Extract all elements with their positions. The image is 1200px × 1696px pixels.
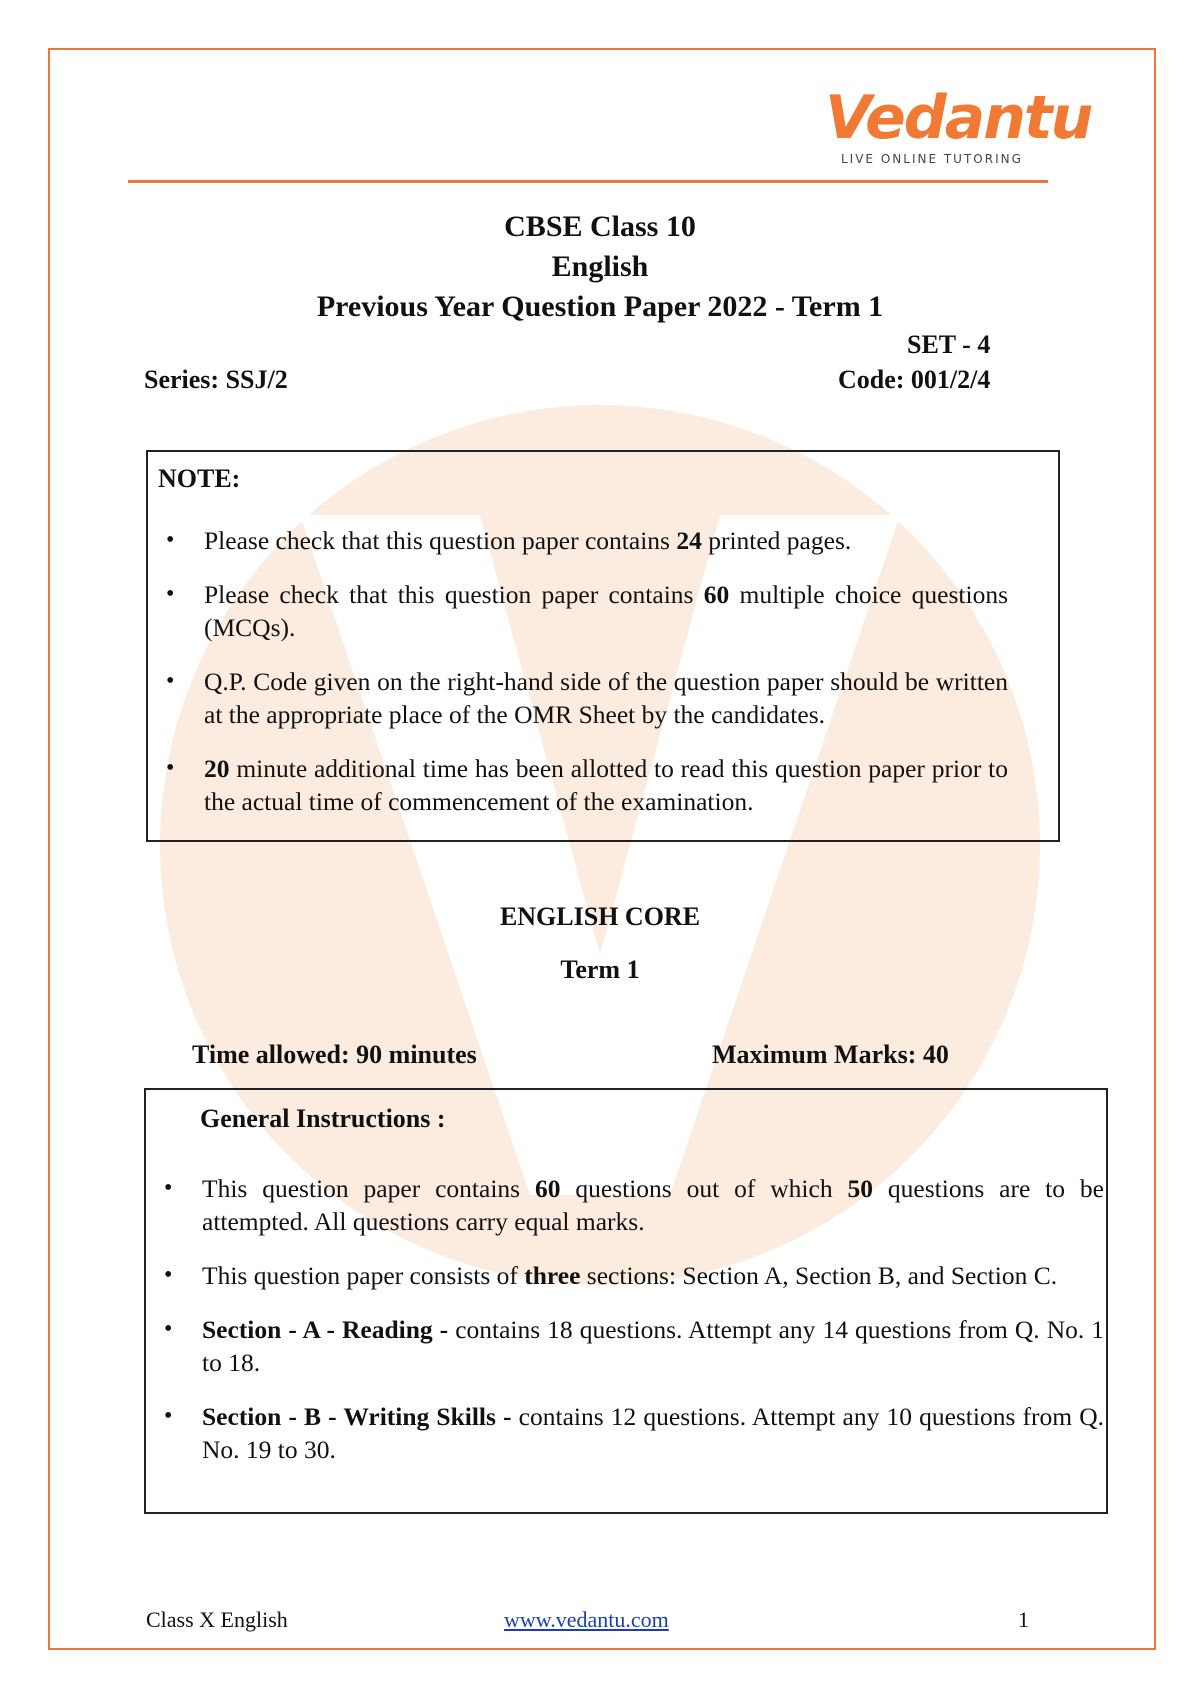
list-item: • This question paper contains 60 questions out of which 50 questions are to be attempted. All questions carry equal marks. xyxy=(156,1172,1104,1238)
note-list xyxy=(158,524,1008,839)
instructions-list xyxy=(156,1172,1104,1487)
page-number: 1 xyxy=(1018,1607,1029,1632)
paper-title-year: Previous Year Question Paper 2022 - Term 1 xyxy=(316,290,884,323)
list-item: • Section - A - Reading - contains 18 questions. Attempt any 14 questions from Q. No. 1 to 18. xyxy=(156,1313,1104,1379)
paper-title-subject: English xyxy=(551,250,649,283)
paper-title-class: CBSE Class 10 xyxy=(504,210,696,243)
time-allowed: Time allowed: 90 minutes xyxy=(192,1040,477,1069)
set-number: SET - 4 xyxy=(907,330,991,359)
header-divider xyxy=(128,180,1048,183)
vedantu-logo xyxy=(825,83,1092,174)
list-item: • Q.P. Code given on the right-hand side of the question paper should be written at the appropriate place of the OMR Sheet by the candidates. xyxy=(158,665,1008,731)
list-item: • Section - B - Writing Skills - contains 12 questions. Attempt any 10 questions from Q. No. 19 to 30. xyxy=(156,1400,1104,1466)
series-label: Series: SSJ/2 xyxy=(144,365,288,394)
list-item: • Please check that this question paper contains 24 printed pages. xyxy=(158,524,1008,557)
code-label: Code: 001/2/4 xyxy=(838,365,991,394)
note-box xyxy=(146,450,1060,842)
maximum-marks: Maximum Marks: 40 xyxy=(712,1040,949,1069)
logo-wordmark: Vedantu xyxy=(825,83,1092,153)
website-link[interactable]: www.vedantu.com xyxy=(504,1607,669,1632)
list-item: • This question paper consists of three sections: Section A, Section B, and Section C. xyxy=(156,1259,1104,1292)
subject-title: ENGLISH CORE xyxy=(499,902,701,931)
footer-label: Class X English xyxy=(146,1607,288,1632)
instructions-heading: General Instructions : xyxy=(200,1104,446,1133)
general-instructions-box xyxy=(144,1088,1108,1514)
list-item: • Please check that this question paper contains 60 multiple choice questions (MCQs). xyxy=(158,578,1008,644)
note-heading: NOTE: xyxy=(158,464,241,493)
term-label: Term 1 xyxy=(560,955,640,984)
list-item: • 20 minute additional time has been allotted to read this question paper prior to the actual time of commencement of the examination. xyxy=(158,752,1008,818)
logo-tagline: LIVE ONLINE TUTORING xyxy=(841,152,1023,166)
